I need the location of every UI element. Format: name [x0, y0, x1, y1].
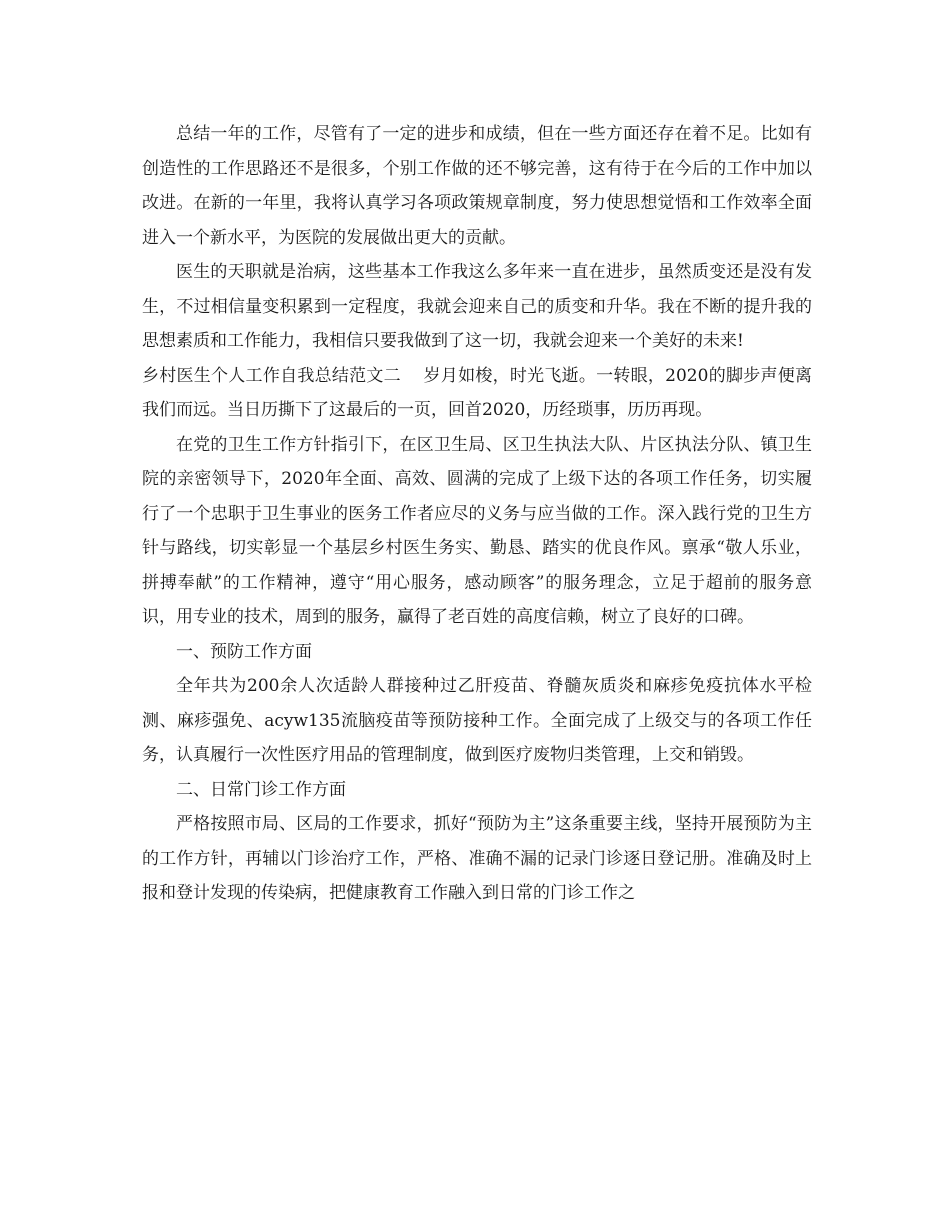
paragraph-outpatient: 严格按照市局、区局的工作要求，抓好“预防为主”这条重要主线，坚持开展预防为主的工作方针，再辅以门诊治疗工作，严格、准确不漏的记录门诊逐日登记册。准确及时上报和登计发现的传染病，把健康教育工作融入到日常的门诊工作之 — [142, 814, 812, 903]
section-intro-text: 岁月如梭，时光飞逝。一转眼，2020的脚步声便离我们而远。当日历撕下了这最后的一页，回首2020，历经琐事，历历再现。 — [142, 365, 812, 420]
paragraph-overview: 在党的卫生工作方针指引下，在区卫生局、区卫生执法大队、片区执法分队、镇卫生院的亲密领导下，2020年全面、高效、圆满的完成了上级下达的各项工作任务，切实履行了一个忠职于卫生事业的医务工作者应尽的义务与应当做的工作。深入践行党的卫生方针与路线，切实彰显一个基层乡村医生务实、勤恳、踏实的优良作风。禀承“敬人乐业，拼搏奉献”的工作精神，遵守“用心服务，感动顾客”的服务理念，立足于超前的服务意识，用专业的技术，周到的服务，赢得了老百姓的高度信赖，树立了良好的口碑。 — [142, 434, 812, 627]
heading-prevention: 一、预防工作方面 — [176, 641, 312, 662]
document-body — [142, 117, 812, 911]
section-title: 乡村医生个人工作自我总结范文二 — [142, 365, 401, 386]
paragraph-prevention: 全年共为200余人次适龄人群接种过乙肝疫苗、脊髓灰质炎和麻疹免疫抗体水平检测、麻疹强免、acyw135流脑疫苗等预防接种工作。全面完成了上级交与的各项工作任务，认真履行一次性医疗用品的管理制度，做到医疗废物归类管理，上交和销毁。 — [142, 676, 812, 765]
paragraph-doctor-duty: 医生的天职就是治病，这些基本工作我这么多年来一直在进步，虽然质变还是没有发生，不过相信量变积累到一定程度，我就会迎来自己的质变和升华。我在不断的提升我的思想素质和工作能力，我相信只要我做到了这一切，我就会迎来一个美好的未来! — [142, 262, 812, 351]
heading-outpatient: 二、日常门诊工作方面 — [176, 779, 346, 800]
title-spacer — [401, 366, 424, 386]
section-intro-paragraph — [142, 359, 812, 428]
paragraph-summary: 总结一年的工作，尽管有了一定的进步和成绩，但在一些方面还存在着不足。比如有创造性的工作思路还不是很多，个别工作做的还不够完善，这有待于在今后的工作中加以改进。在新的一年里，我将认真学习各项政策规章制度，努力使思想觉悟和工作效率全面进入一个新水平，为医院的发展做出更大的贡献。 — [142, 124, 812, 248]
